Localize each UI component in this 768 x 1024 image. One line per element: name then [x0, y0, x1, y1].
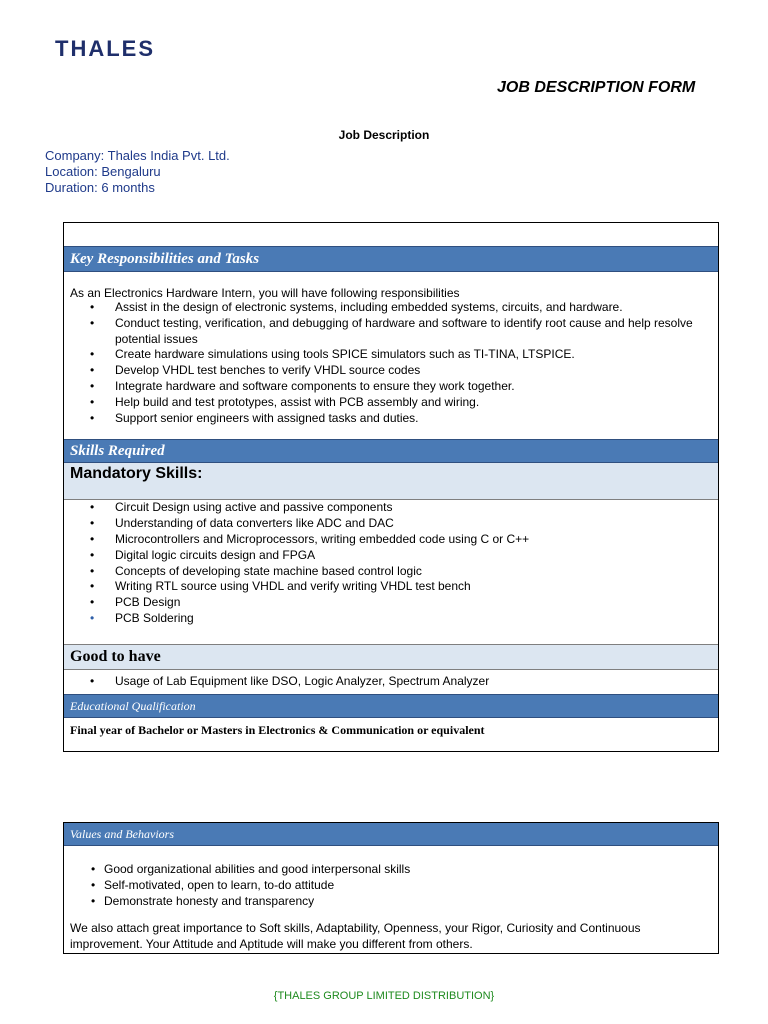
values-paragraph: We also attach great importance to Soft skills, Adaptability, Openness, your Rigor, Curiosity and Continuous improvement. Your Attitude and Aptitude will make you different from others. — [70, 921, 641, 951]
responsibilities-heading: Key Responsibilities and Tasks — [64, 246, 718, 272]
list-item: • Conduct testing, verification, and debugging of hardware and software to identify root cause and help resolve potential issues — [115, 316, 718, 348]
list-item: • Microcontrollers and Microprocessors, writing embedded code using C or C++ — [115, 532, 718, 548]
good-to-have-list — [64, 670, 718, 694]
list-item: • Demonstrate honesty and transparency — [104, 893, 718, 909]
job-description-title — [0, 128, 768, 142]
location-line: Location: Bengaluru — [45, 164, 161, 179]
education-heading: Educational Qualification — [64, 694, 718, 718]
list-item: • Assist in the design of electronic systems, including embedded systems, circuits, and hardware. — [115, 300, 718, 316]
skills-heading: Skills Required — [64, 439, 718, 463]
list-item: • Understanding of data converters like ADC and DAC — [115, 516, 718, 532]
list-item: • Concepts of developing state machine based control logic — [115, 564, 718, 580]
list-item: • Writing RTL source using VHDL and verify writing VHDL test bench — [115, 579, 718, 595]
values-list — [64, 846, 718, 909]
list-item: • Self-motivated, open to learn, to-do attitude — [104, 877, 718, 893]
list-item: • Create hardware simulations using tools SPICE simulators such as TI-TINA, LTSPICE. — [115, 347, 718, 363]
good-to-have-heading: Good to have — [64, 644, 718, 670]
list-item: • Help build and test prototypes, assist with PCB assembly and wiring. — [115, 395, 718, 411]
form-title: JOB DESCRIPTION FORM — [497, 79, 696, 96]
education-text: Final year of Bachelor or Masters in Electronics & Communication or equivalent — [70, 722, 485, 737]
thales-logo: THALES — [55, 36, 155, 61]
list-item: • Digital logic circuits design and FPGA — [115, 548, 718, 564]
list-item: • Circuit Design using active and passive components — [115, 500, 718, 516]
mandatory-skills-heading: Mandatory Skills: — [64, 463, 718, 500]
list-item: • Develop VHDL test benches to verify VHDL source codes — [115, 363, 718, 379]
list-item: • Good organizational abilities and good interpersonal skills — [104, 861, 718, 877]
job-description-title-text: Job Description — [338, 128, 430, 142]
distribution-footer: {THALES GROUP LIMITED DISTRIBUTION} — [273, 990, 495, 1002]
job-info — [45, 148, 230, 196]
list-item: • Integrate hardware and software components to ensure they work together. — [115, 379, 718, 395]
responsibilities-list — [64, 300, 718, 426]
list-item: • PCB Soldering — [115, 611, 718, 627]
values-heading: Values and Behaviors — [64, 823, 718, 846]
values-table — [63, 822, 719, 954]
company-line: Company: Thales India Pvt. Ltd. — [45, 148, 230, 163]
duration-line: Duration: 6 months — [45, 180, 155, 195]
empty-top-row — [64, 223, 718, 246]
main-table — [63, 222, 719, 752]
list-item: • Support senior engineers with assigned tasks and duties. — [115, 411, 718, 427]
mandatory-skills-list — [64, 500, 718, 626]
responsibilities-intro: As an Electronics Hardware Intern, you will have following responsibilities — [70, 286, 460, 300]
list-item: • PCB Design — [115, 595, 718, 611]
list-item: • Usage of Lab Equipment like DSO, Logic Analyzer, Spectrum Analyzer — [115, 674, 718, 690]
